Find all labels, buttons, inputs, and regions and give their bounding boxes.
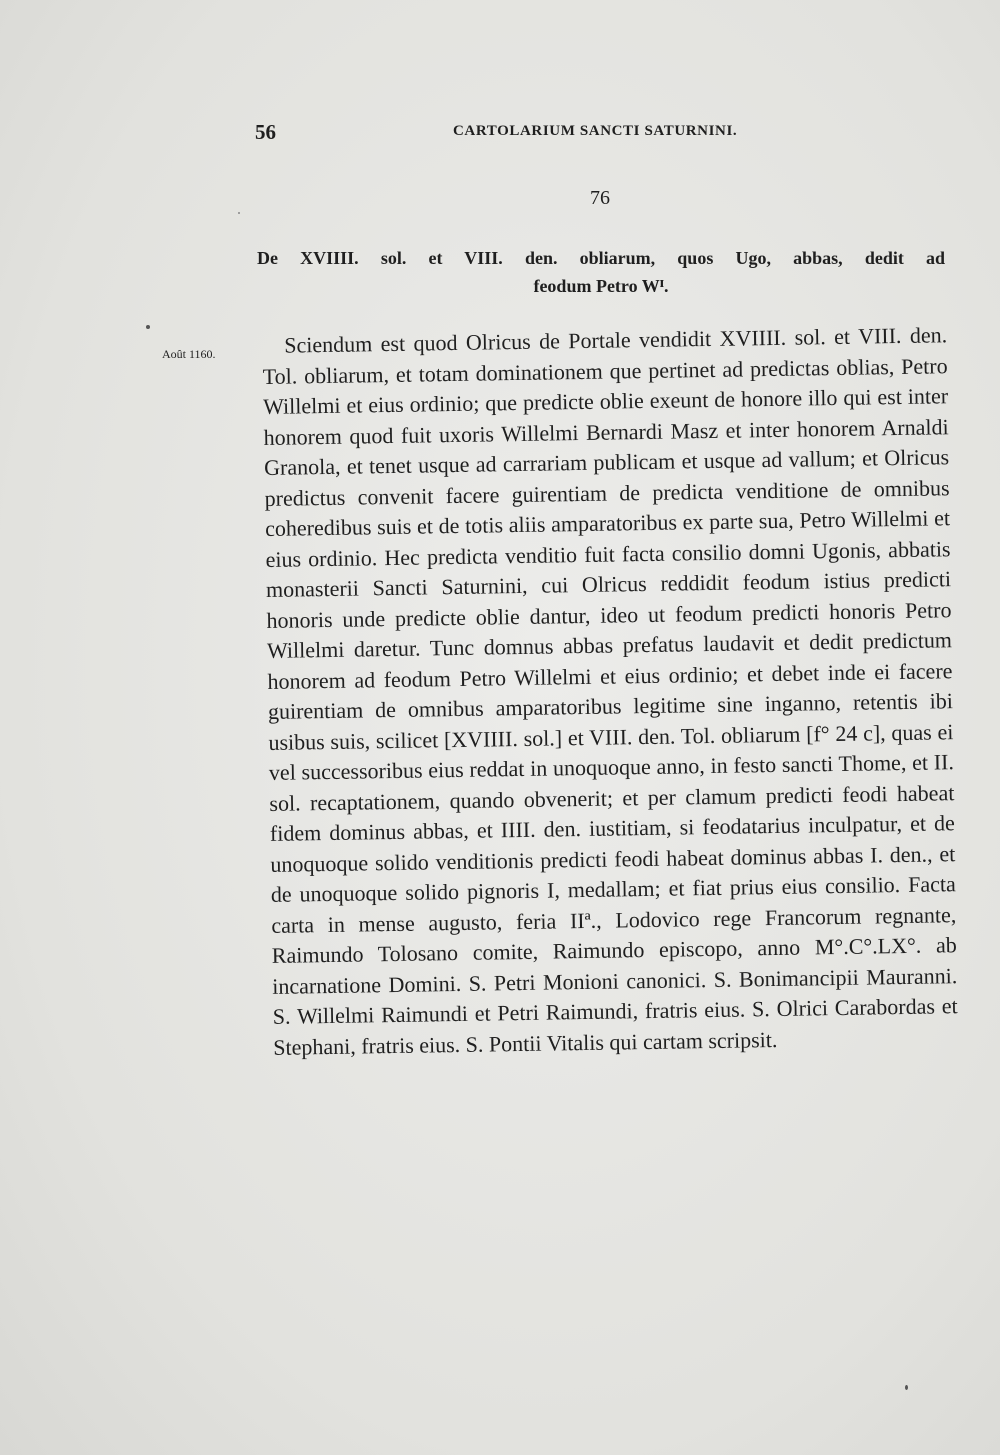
charter-rubric [257,244,945,300]
charter-number: 76 [590,187,610,209]
rubric-line-1: De XVIIII. sol. et VIII. den. obliarum, quos Ugo, abbas, dedit ad [257,248,945,268]
page-number: 56 [255,120,276,144]
ink-speck [905,1385,908,1390]
margin-date: Août 1160. [162,347,216,361]
running-title: CARTOLARIUM SANCTI SATURNINI. [453,123,738,139]
page-header [255,120,945,150]
ink-speck [238,212,240,214]
charter-body: Sciendum est quod Olricus de Portale vendidit XVIIII. sol. et VIII. den. Tol. obliarum, et totam dominationem que pertinet ad predictas oblias, Petro Willelmi et eius ordinio; que predicte oblie exeunt de honore illo qui est inter honorem quod fuit uxoris Willelmi Bernardi Masz et inter honorem Arnaldi Granola, et tenet usque ad carrariam publicam et usque ad vallum; et Olricus predictus convenit facere guirentiam de predicta venditione de omnibus coheredibus suis et de totis aliis amparatoribus ex parte sua, Petro Willelmi et eius ordinio. Hec predicta venditio fuit facta consilio domni Ugonis, abbatis monasterii Sancti Saturnini, cui Olricus reddidit feodum istius predicti honoris unde predicte oblie dantur, ideo ut feodum predicti honoris Petro Willelmi daretur. Tunc domnus abbas prefatus laudavit et dedit predictum honorem ad feodum Petro Willelmi et eius ordinio; et debet inde ei facere guirentiam de omnibus amparatoribus legitime sine inganno, retentis ibi usibus suis, scilicet [XVIIII. sol.] et VIII. den. Tol. obliarum [f° 24 c], quas ei vel successoribus eius reddat in unoquoque anno, in festo sancti Thome, et II. sol. recaptationem, quando obvenerit; et per clamum predicti feodi habeat fidem dominus abbas, et IIII. den. iustitiam, si feodatarius inculpatur, et de unoquoque solido venditionis predicti feodi habeat dominus abbas I. den., et de unoquoque solido pignoris I, medallam; et fiat prius eius consilio. Facta carta in mense augusto, feria IIª., Lodovico rege Francorum regnante, Raimundo Tolosano comite, Raimundo episcopo, anno M°.C°.LX°. ab incarnatione Domini. S. Petri Monioni canonici. S. Bonimancipii Mauranni. S. Willelmi Raimundi et Petri Raimundi, fratris eius. S. Olrici Carabordas et Stephani, fratris eius. S. Pontii Vitalis qui cartam scripsit. [262,322,958,1060]
ink-speck [146,325,150,329]
rubric-line-2: feodum Petro Wᴵ. [533,276,669,296]
